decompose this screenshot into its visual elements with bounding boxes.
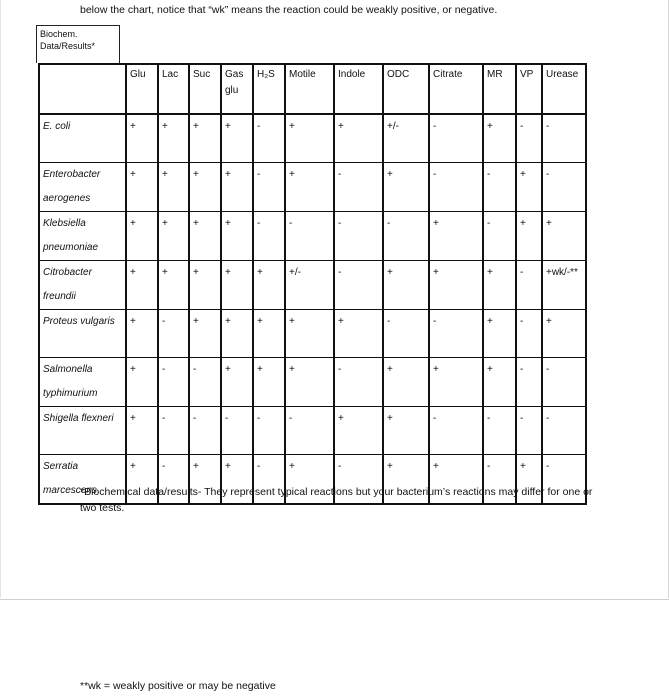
organism-header-cell — [39, 64, 126, 114]
table-row — [39, 212, 586, 261]
result-cell: - — [542, 163, 586, 212]
result-cell: - — [483, 455, 516, 505]
result-cell: + — [483, 358, 516, 407]
result-cell: - — [253, 163, 285, 212]
result-cell: + — [158, 212, 189, 261]
result-cell: - — [542, 114, 586, 163]
result-cell: + — [221, 114, 253, 163]
result-cell: + — [383, 455, 429, 505]
result-cell: + — [334, 310, 383, 358]
result-cell: + — [516, 163, 542, 212]
page-separator — [0, 599, 669, 600]
footnote-biochem: *Biochemical data/results- They represent typical reactions but your bacterium’s reactions may differ for one or two tests. — [80, 486, 593, 514]
result-cell: + — [285, 358, 334, 407]
organism-name: Serratia marcescens — [39, 455, 126, 505]
result-cell: + — [383, 261, 429, 310]
result-cell: + — [189, 114, 221, 163]
column-header: Lac — [158, 64, 189, 114]
result-cell: + — [126, 310, 158, 358]
result-cell: - — [253, 212, 285, 261]
result-cell: - — [334, 163, 383, 212]
result-cell: - — [221, 407, 253, 455]
result-cell: - — [334, 455, 383, 505]
result-cell: + — [221, 455, 253, 505]
result-cell: + — [189, 261, 221, 310]
result-cell: - — [158, 455, 189, 505]
result-cell: - — [158, 358, 189, 407]
organism-name: Citrobacter freundii — [39, 261, 126, 310]
result-cell: - — [253, 455, 285, 505]
result-cell: + — [429, 455, 483, 505]
result-cell: - — [542, 407, 586, 455]
result-cell: + — [221, 310, 253, 358]
result-cell: - — [158, 407, 189, 455]
organism-name: Proteus vulgaris — [39, 310, 126, 358]
result-cell: + — [429, 261, 483, 310]
result-cell: + — [158, 114, 189, 163]
result-cell: - — [483, 163, 516, 212]
organism-name: Salmonella typhimurium — [39, 358, 126, 407]
result-cell: + — [126, 261, 158, 310]
result-cell: + — [189, 310, 221, 358]
result-cell: + — [383, 407, 429, 455]
result-cell: + — [189, 455, 221, 505]
result-cell: - — [334, 358, 383, 407]
result-cell: + — [516, 455, 542, 505]
column-header: Gas glu — [221, 64, 253, 114]
result-cell: - — [285, 212, 334, 261]
result-cell: + — [189, 163, 221, 212]
result-cell: + — [285, 310, 334, 358]
result-cell: - — [516, 310, 542, 358]
intro-text: below the chart, notice that “wk” means the reaction could be weakly positive, or negative. — [80, 4, 498, 16]
column-header: ODC — [383, 64, 429, 114]
result-cell: - — [429, 163, 483, 212]
result-cell: + — [483, 310, 516, 358]
result-cell: - — [334, 261, 383, 310]
result-cell: - — [483, 407, 516, 455]
table-row — [39, 358, 586, 407]
result-cell: + — [334, 114, 383, 163]
result-cell: + — [253, 358, 285, 407]
result-cell: + — [285, 455, 334, 505]
result-cell: - — [383, 212, 429, 261]
result-cell: + — [483, 261, 516, 310]
result-cell: - — [542, 358, 586, 407]
result-cell: - — [429, 114, 483, 163]
result-cell: + — [542, 212, 586, 261]
result-cell: + — [285, 114, 334, 163]
column-header: Urease — [542, 64, 586, 114]
organism-name: E. coli — [39, 114, 126, 163]
result-cell: + — [158, 261, 189, 310]
column-header: MR — [483, 64, 516, 114]
result-cell: + — [221, 261, 253, 310]
result-cell: - — [383, 310, 429, 358]
result-cell: - — [158, 310, 189, 358]
result-cell: + — [285, 163, 334, 212]
result-cell: + — [253, 310, 285, 358]
column-header: Glu — [126, 64, 158, 114]
result-cell: + — [542, 310, 586, 358]
result-cell: - — [285, 407, 334, 455]
result-cell: +/- — [383, 114, 429, 163]
table-header-label — [36, 25, 120, 63]
column-header: VP — [516, 64, 542, 114]
column-header: H₂S — [253, 64, 285, 114]
footnote-wk: **wk = weakly positive or may be negative — [80, 680, 276, 692]
result-cell: - — [542, 455, 586, 505]
biochem-table — [38, 63, 587, 505]
result-cell: +wk/-** — [542, 261, 586, 310]
result-cell: + — [126, 114, 158, 163]
result-cell: + — [221, 163, 253, 212]
result-cell: - — [516, 358, 542, 407]
column-header: Indole — [334, 64, 383, 114]
result-cell: + — [253, 261, 285, 310]
result-cell: - — [516, 261, 542, 310]
result-cell: - — [483, 212, 516, 261]
result-cell: + — [221, 358, 253, 407]
result-cell: + — [221, 212, 253, 261]
table-row — [39, 114, 586, 163]
result-cell: + — [126, 407, 158, 455]
table-row — [39, 310, 586, 358]
result-cell: - — [334, 212, 383, 261]
table-row — [39, 261, 586, 310]
organism-name: Shigella flexneri — [39, 407, 126, 455]
result-cell: - — [429, 310, 483, 358]
table-row — [39, 163, 586, 212]
result-cell: + — [126, 358, 158, 407]
result-cell: + — [516, 212, 542, 261]
result-cell: + — [126, 212, 158, 261]
table-header-label-text: Biochem. Data/Results* — [40, 29, 96, 51]
result-cell: + — [126, 163, 158, 212]
result-cell: + — [483, 114, 516, 163]
result-cell: - — [516, 407, 542, 455]
column-header: Motile — [285, 64, 334, 114]
result-cell: + — [429, 212, 483, 261]
result-cell: - — [429, 407, 483, 455]
result-cell: - — [253, 407, 285, 455]
result-cell: +/- — [285, 261, 334, 310]
result-cell: + — [334, 407, 383, 455]
result-cell: + — [383, 358, 429, 407]
result-cell: + — [429, 358, 483, 407]
result-cell: - — [189, 358, 221, 407]
organism-name: Klebsiella pneumoniae — [39, 212, 126, 261]
organism-name: Enterobacter aerogenes — [39, 163, 126, 212]
result-cell: + — [189, 212, 221, 261]
header-row — [39, 64, 586, 114]
result-cell: - — [516, 114, 542, 163]
column-header: Suc — [189, 64, 221, 114]
result-cell: + — [158, 163, 189, 212]
result-cell: - — [189, 407, 221, 455]
result-cell: + — [383, 163, 429, 212]
column-header: Citrate — [429, 64, 483, 114]
result-cell: - — [253, 114, 285, 163]
table-row — [39, 407, 586, 455]
result-cell: + — [126, 455, 158, 505]
